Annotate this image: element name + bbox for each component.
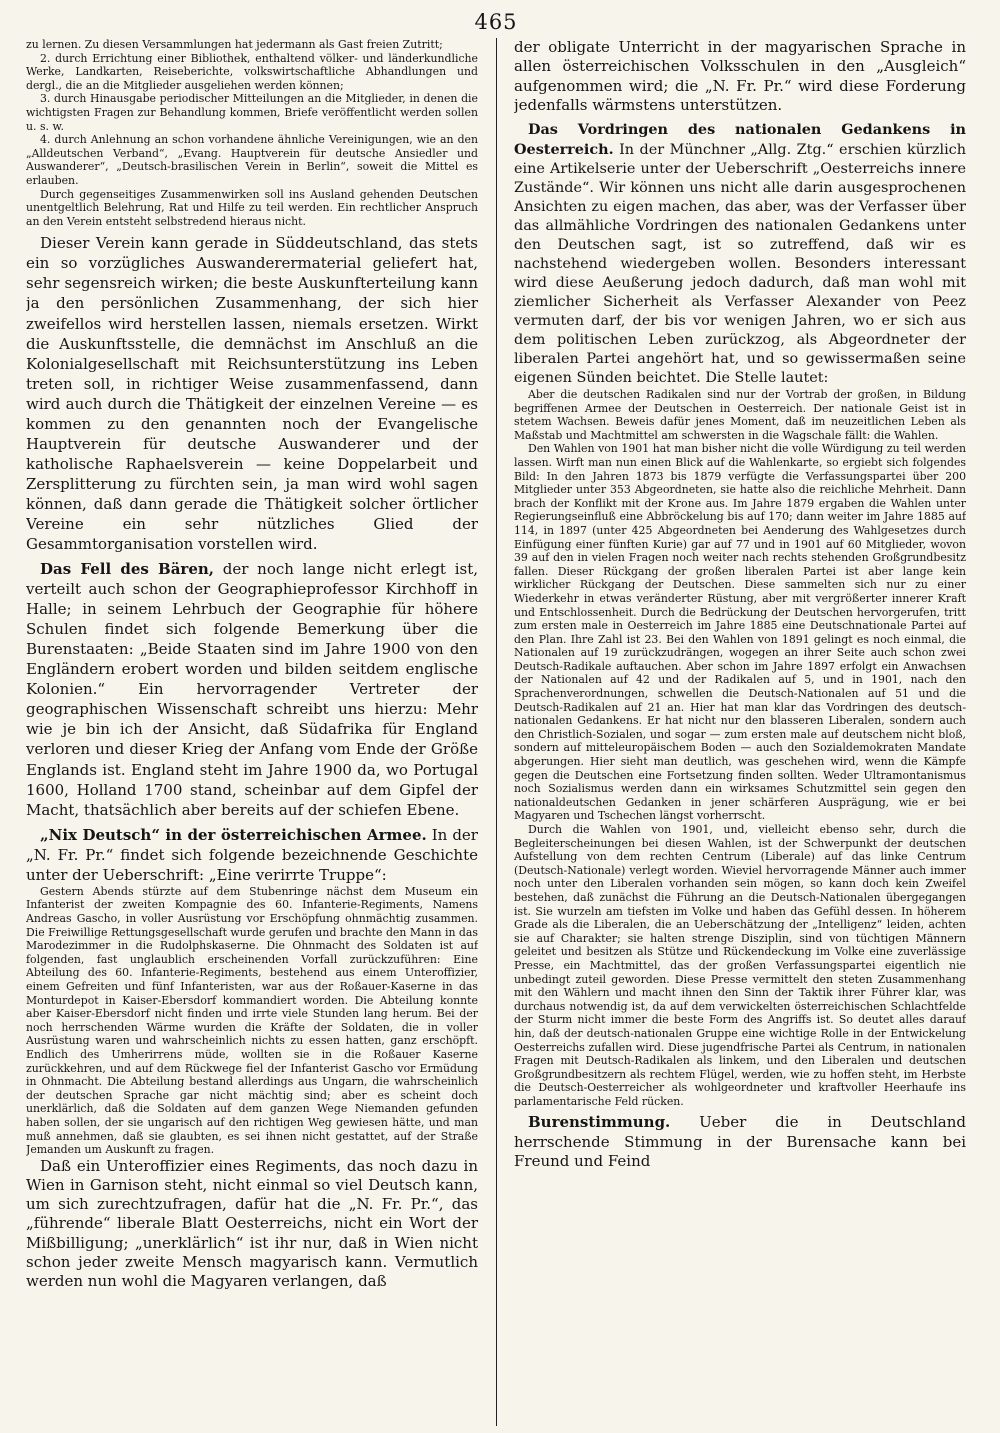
list-item-2: 2. durch Errichtung einer Bibliothek, enthaltend völker- und länderkundliche Werke, Landkarten, Reiseberichte, volkswirtschaftliche Abhandlungen und dergl., die an die Mitglieder ausgeliehen werden können; bbox=[26, 51, 478, 92]
article-baren bbox=[26, 559, 478, 820]
quoted-passage: Aber die deutschen Radikalen sind nur der Vortrab der großen, in Bildung begriffenen Armee der Deutschen in Oesterreich. Der nationale Geist ist in stetem Wachsen. Beweis dafür jenes Moment, daß im neuzeitlichen Leben als Maßstab und Machtmittel am schwersten in die Wagschale fällt: die Wahlen. bbox=[514, 388, 966, 442]
quoted-report: Gestern Abends stürzte auf dem Stubenringe nächst dem Museum ein Infanterist der zweiten Kompagnie des 60. Infanterie-Regiments, Namens Andreas Gascho, in voller Ausrüstung vor Erschöpfung ohnmächtig zusammen. Die Freiwillige Rettungsgesellschaft wurde gerufen und brachte den Mann in das Marodezimmer in die Rudolphskaserne. Die Ohnmacht des Soldaten ist auf folgenden, fast unglaublich erscheinenden Vorfall zurückzuführen: Eine Abteilung des 60. Infanterie-Regiments, bestehend aus einem Unteroffizier, einem Gefreiten und fünf Infanteristen, war aus der Roßauer-Kaserne in das Monturdepot in Kaiser-Ebersdorf kommandiert worden. Die Abteilung konnte aber Kaiser-Ebersdorf nicht finden und irrte viele Stunden lang herum. Bei der noch herrschenden Wärme wurden die Kräfte der Soldaten, die in voller Ausrüstung waren und wahrscheinlich nichts zu essen hatten, ganz erschöpft. Endlich des Umherirrens müde, wollten sie in die Roßauer Kaserne zurückkehren, und auf dem Rückwege fiel der Infanterist Gascho vor Ermüdung in Ohnmacht. Die Abteilung bestand allerdings aus Ungarn, die wahrscheinlich der deutschen Sprache gar nicht mächtig sind; aber es scheint doch unerklärlich, daß die Soldaten auf dem ganzen Wege Niemanden gefunden haben sollen, der sie ungarisch auf den richtigen Weg gewiesen hätte, und man muß annehmen, daß sie glaubten, es sei ihnen nicht gestattet, auf der Straße Jemanden um Auskunft zu fragen. bbox=[26, 884, 478, 1157]
article-heading: Das Vordringen des nationalen Gedankens in Oesterreich. bbox=[514, 121, 966, 158]
assistance-paragraph: Durch gegenseitiges Zusammenwirken soll ins Ausland gehenden Deutschen unentgeltlich Belehrung, Rat und Hilfe zu teil werden. Ein rechtlicher Anspruch an den Verein entsteht selbstredend hieraus nicht. bbox=[26, 187, 478, 228]
page-number: 465 bbox=[474, 10, 518, 34]
article-vordringen bbox=[514, 120, 966, 388]
columns bbox=[26, 38, 966, 1426]
right-column bbox=[514, 38, 966, 1426]
article-body: In der Münchner „Allg. Ztg.“ erschien kürzlich eine Artikelserie unter der Ueberschrift „Oesterreichs innere Zustände“. Wir können uns nicht alle darin ausgesprochenen Ansichten zu eigen machen, das aber, was der Verfasser über das allmähliche Vordringen des nationalen Gedankens unter den Deutschen sagt, ist so zutreffend, daß wir es nachstehend wiedergeben wollen. Besonders interessant wird diese Aeußerung jedoch dadurch, daß man wohl mit ziemlicher Sicherheit als Verfasser Alexander von Peez vermuten darf, der bis vor wenigen Jahren, wo er sich aus dem politischen Leben zurückzog, als Abgeordneter der liberalen Partei angehört hat, und so gewissermaßen seine eigenen Sünden beichtet. Die Stelle lautet: bbox=[514, 142, 966, 386]
quoted-passage: Den Wahlen von 1901 hat man bisher nicht die volle Würdigung zu teil werden lassen. Wirft man nun einen Blick auf die Wahlenkarte, so ergiebt sich folgendes Bild: In den Jahren 1873 bis 1879 verfügte die Verfassungspartei über 200 Mitglieder unter 353 Abgeordneten, sie hatte also die reichliche Mehrheit. Dann brach der Konflikt mit der Krone aus. Im Jahre 1879 ergaben die Wahlen unter Regierungseinfluß eine Abbröckelung bis auf 170; dann weiter im Jahre 1885 auf 114, in 1897 (unter 425 Abgeordneten bei Aenderung des Wahlgesetzes durch Einfügung einer fünften Kurie) gar auf 77 und in 1901 auf 60 Mitglieder, wovon 39 auf den in vielen Fragen noch weiter nach rechts stehenden Großgrundbesitz fallen. Dieser Rückgang der großen liberalen Partei ist aber lange kein wirklicher Rückgang der Deutschen. Diese sammelten sich nur zu einer Wiederkehr in etwas veränderter Rüstung, aber mit vergrößerter innerer Kraft und Entschlossenheit. Durch die Bedrückung der Deutschen hervorgerufen, tritt zum ersten male in Oesterreich im Jahre 1885 eine Deutschnationale Partei auf den Plan. Ihre Zahl ist 23. Bei den Wahlen von 1891 gelingt es noch einmal, die Nationalen auf 19 zurückzudrängen, wogegen an ihrer Seite auch schon zwei Deutsch-Radikale auftauchen. Aber schon im Jahre 1897 erfolgt ein Anwachsen der Nationalen auf 42 und der Radikalen auf 5, und in 1901, nach den Sprachenverordnungen, schwellen die Deutsch-Nationalen auf 51 und die Deutsch-Radikalen auf 21 an. Hier hat man klar das Vordringen des deutsch-nationalen Gedankens. Er hat nicht nur den blasseren Liberalen, sondern auch den Christlich-Sozialen, und sogar — zum ersten male auf deutschem nicht bloß, sondern auf mitteleuropäischem Boden — auch den Sozialdemokraten Mandate abgerungen. Hier sieht man deutlich, was geschehen wird, wenn die Kämpfe gegen die Deutschen eine Fortsetzung finden sollten. Weder Ultramontanismus noch Sozialismus werden dann ein wirksames Schutzmittel sein gegen den nationaldeutschen Gedanken in jener schärferen Ausprägung, wie er bei Magyaren und Tschechen längst vorherrscht. bbox=[514, 442, 966, 823]
article-heading: „Nix Deutsch“ in der österreichischen Armee. bbox=[40, 825, 427, 844]
article-body: der noch lange nicht erlegt ist, verteilt auch schon der Geographieprofessor Kirchhoff in Halle; in seinem Lehrbuch der Geographie für höhere Schulen findet sich folgende Bemerkung über die Burenstaaten: „Beide Staaten sind im Jahre 1900 von den Engländern erobert worden und bilden seitdem englische Kolonien.“ Ein hervorragender Vertreter der geographischen Wissenschaft schreibt uns hierzu: Mehr wie je bin ich der Ansicht, daß Südafrika für England verloren und dieser Krieg der Anfang vom Ende der Größe Englands ist. England steht im Jahre 1900 da, wo Portugal 1600, Holland 1700 stand, scheinbar auf dem Gipfel der Macht, thatsächlich aber bereits auf der schiefen Ebene. bbox=[26, 560, 478, 819]
list-item-3: 3. durch Hinausgabe periodischer Mitteilungen an die Mitglieder, in denen die wichtigsten Fragen zur Behandlung kommen, Briefe veröffentlicht werden sollen u. s. w. bbox=[26, 92, 478, 133]
list-continuation: zu lernen. Zu diesen Versammlungen hat jedermann als Gast freien Zutritt; bbox=[26, 38, 443, 51]
article-heading: Burenstimmung. bbox=[528, 1113, 671, 1132]
article-body: Ueber die in Deutschland herrschende Stimmung in der Burensache kann bei Freund und Feind bbox=[514, 1113, 966, 1170]
continuation-paragraph: der obligate Unterricht in der magyarischen Sprache in allen österreichischen Volksschulen in den „Ausgleich“ aufgenommen wird; die „N. Fr. Pr.“ wird diese Forderung jedenfalls wärmstens unterstützen. bbox=[514, 38, 966, 114]
list-item-4: 4. durch Anlehnung an schon vorhandene ähnliche Vereinigungen, wie an den „Alldeutschen Verband“, „Evang. Hauptverein für deutsche Ansiedler und Auswanderer“, „Deutsch-brasilischen Verein in Berlin“, soweit die Mittel es erlauben. bbox=[26, 133, 478, 187]
association-commentary: Dieser Verein kann gerade in Süddeutschland, das stets ein so vorzügliches Auswanderermaterial geliefert hat, sehr segensreich wirken; die beste Auskunfterteilung kann ja den persönlichen Zusammenhang, der sich hier zweifellos wird herstellen lassen, niemals ersetzen. Wirkt die Auskunftsstelle, die demnächst im Anschluß an die Kolonialgesellschaft mit Reichsunterstützung ins Leben treten soll, in richtiger Weise zusammenfassend, dann wird auch durch die Thätigkeit der einzelnen Vereine — es kommen zu den genannten noch der Evangelische Hauptverein für deutsche Auswanderer und der katholische Raphaelsverein — keine Doppelarbeit und Zersplitterung zu fürchten sein, ja man wird wohl sagen können, daß dann gerade die Thätigkeit solcher örtlicher Vereine ein sehr nützliches Glied der Gesammtorganisation vorstellen wird. bbox=[26, 234, 478, 554]
article-heading: Das Fell des Bären, bbox=[40, 560, 215, 579]
commentary-paragraph: Daß ein Unteroffizier eines Regiments, das noch dazu in Wien in Garnison steht, nicht einmal so viel Deutsch kann, um sich zurechtzufragen, dafür hat die „N. Fr. Pr.“, das „führende“ liberale Blatt Oesterreichs, nicht ein Wort der Mißbilligung; „unerklärlich“ ist ihr nur, daß in Wien nicht schon jeder zweite Mensch magyarisch kann. Vermutlich werden nun wohl die Magyaren verlangen, daß bbox=[26, 1156, 478, 1291]
column-rule bbox=[496, 38, 497, 1426]
article-nix-deutsch bbox=[26, 825, 478, 885]
quoted-passage: Durch die Wahlen von 1901, und, vielleicht ebenso sehr, durch die Begleiterscheinungen bei diesen Wahlen, ist der Schwerpunkt der deutschen Aufstellung von dem rechten Centrum (Liberale) auf das linke Centrum (Deutsch-Nationale) verlegt worden. Wieviel hervorragende Männer auch immer noch unter den Liberalen vorhanden sein mögen, so kann doch kein Zweifel bestehen, daß zunächst die Führung an die Deutsch-Nationalen übergegangen ist. Sie wurzeln am tiefsten im Volke und haben das Gefühl dessen. In höherem Grade als die Liberalen, die an Ueberschätzung der „Intelligenz“ leiden, achten sie auf Charakter; sie halten strenge Disziplin, sind von tüchtigen Männern geleitet und besitzen als Stütze und Rückendeckung im Volke eine zuverlässige Presse, ein Machtmittel, das der großen Verfassungspartei eigentlich nie unbedingt zuteil geworden. Diese Presse vermittelt den steten Zusammenhang mit den Wählern und macht ihnen den Sinn der Taktik ihrer Führer klar, was durchaus notwendig ist, da auf dem verwickelten österreichischen Schlachtfelde der Sturm nicht immer die beste Form des Angriffs ist. So deutet alles darauf hin, daß der deutsch-nationalen Gruppe eine wichtige Rolle in der Entwickelung Oesterreichs zufallen wird. Diese jugendfrische Partei als Centrum, in nationalen Fragen mit Deutsch-Radikalen als linkem, und den Liberalen und deutschen Großgrundbesitzern als rechtem Flügel, werden, wie zu hoffen steht, im Herbste die Deutsch-Oesterreicher als wohlgeordneter und kraftvoller Heerhaufe ins parlamentarische Feld rücken. bbox=[514, 823, 966, 1108]
left-column bbox=[26, 38, 478, 1426]
article-body: In der „N. Fr. Pr.“ findet sich folgende bezeichnende Geschichte unter der Ueberschrift: „Eine verirrte Truppe“: bbox=[26, 825, 478, 884]
article-burenstimmung bbox=[514, 1113, 966, 1171]
